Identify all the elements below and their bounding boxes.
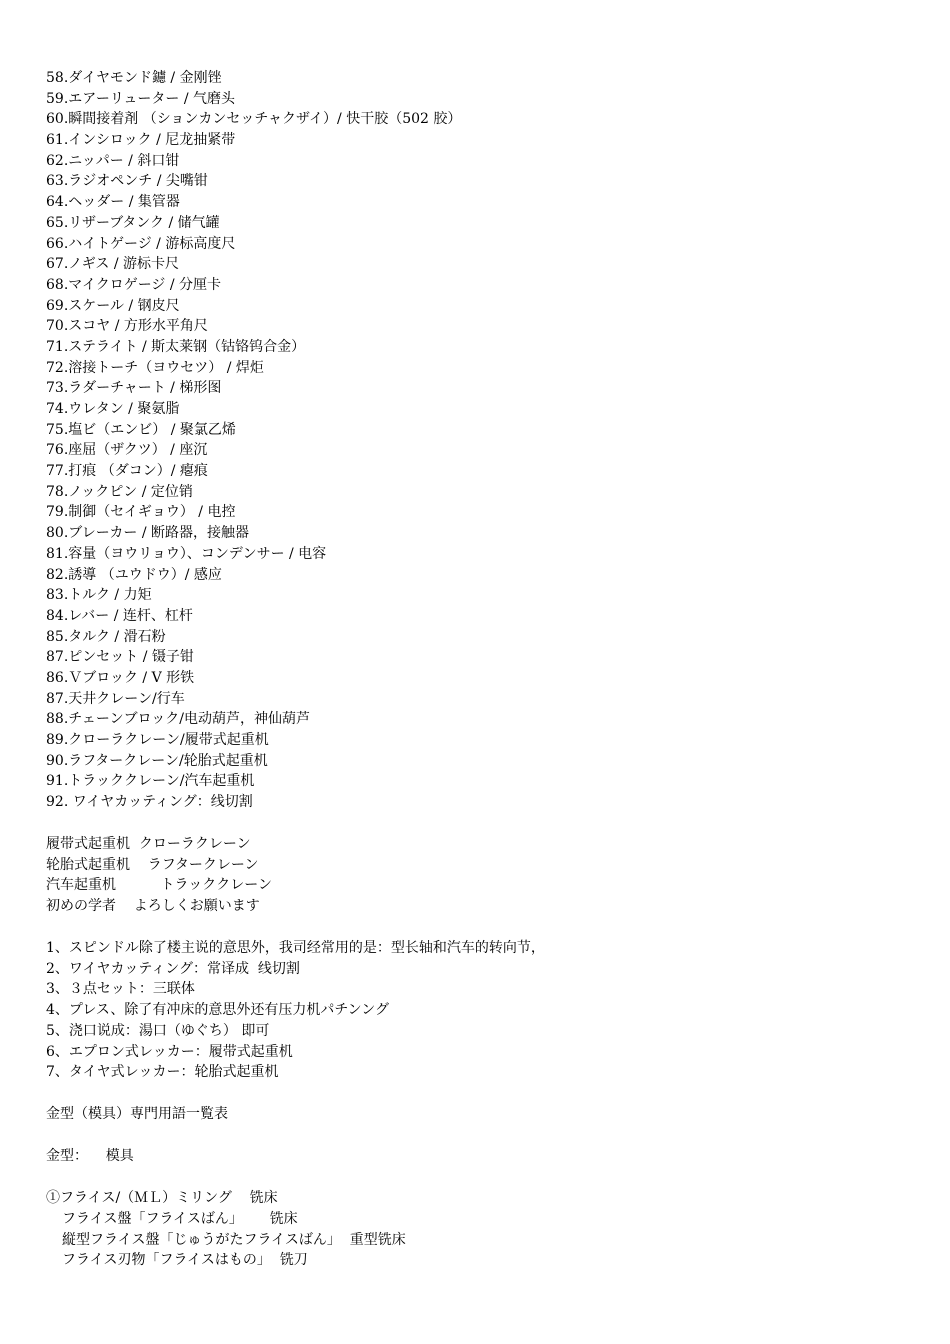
list-item: 85.タルク / 滑石粉 xyxy=(46,628,166,645)
list-item: 1、スピンドル除了楼主说的意思外，我司经常用的是：型长轴和汽车的转向节， xyxy=(46,940,545,957)
list-item: 91.トラッククレーン/汽车起重机 xyxy=(46,773,255,790)
list-item: 70.スコヤ / 方形水平角尺 xyxy=(46,318,208,335)
list-item: 59.エアーリューター / 气磨头 xyxy=(46,90,236,107)
list-item: 初めの学者 よろしくお願います xyxy=(46,898,260,915)
list-item: 汽车起重机 トラッククレーン xyxy=(46,877,272,894)
notes-list xyxy=(46,938,926,1083)
blank-line xyxy=(46,1167,926,1188)
list-item: 4、プレス、除了有冲床的意思外还有压力机パチンング xyxy=(46,1002,390,1019)
list-item: 69.スケール / 钢皮尺 xyxy=(46,297,180,314)
list-item: 61.インシロック / 尼龙抽紧带 xyxy=(46,132,236,149)
list-item: 5、浇口说成：湯口（ゆぐち） 即可 xyxy=(46,1022,270,1039)
section-title: 金型（模具）専門用語一覧表 xyxy=(46,1106,228,1123)
list-item: 75.塩ビ（エンビ） / 聚氯乙烯 xyxy=(46,421,236,438)
list-item: 62.ニッパー / 斜口钳 xyxy=(46,152,180,169)
milling-section xyxy=(46,1188,926,1271)
list-item: 65.リザーブタンク / 储气罐 xyxy=(46,214,220,231)
list-item: 72.溶接トーチ（ヨウセツ） / 焊炬 xyxy=(46,359,264,376)
list-item: 84.レバー / 连杆、杠杆 xyxy=(46,607,193,624)
list-item: 63.ラジオペンチ / 尖嘴钳 xyxy=(46,173,208,190)
list-item: 86.Ｖブロック / V 形铁 xyxy=(46,669,195,686)
list-item: 履带式起重机 クローラクレーン xyxy=(46,836,251,853)
list-item: 58.ダイヤモンド鑢 / 金刚锉 xyxy=(46,70,222,86)
list-item: 78.ノックピン / 定位销 xyxy=(46,483,193,500)
list-item: 67.ノギス / 游标卡尺 xyxy=(46,256,180,273)
list-item: 7、タイヤ式レッカー：轮胎式起重机 xyxy=(46,1064,279,1081)
list-item: フライス刃物「フライスはもの」 铣刀 xyxy=(62,1252,308,1269)
crane-term-table xyxy=(46,834,926,917)
list-item: 縦型フライス盤「じゅうがたフライスばん」 重型铣床 xyxy=(62,1231,406,1248)
list-item: 74.ウレタン / 聚氨脂 xyxy=(46,401,180,417)
list-item: 71.ステライト / 斯太莱钢（钴铬钨合金） xyxy=(46,338,306,355)
list-item: 83.トルク / 力矩 xyxy=(46,587,152,604)
blank-line xyxy=(46,1125,926,1146)
blank-line xyxy=(46,1083,926,1104)
document-page xyxy=(46,68,926,1271)
list-item: 81.容量（ヨウリョウ）、コンデンサー / 电容 xyxy=(46,545,327,562)
list-item: 73.ラダーチャート / 梯形图 xyxy=(46,380,222,397)
list-item: 66.ハイトゲージ / 游标高度尺 xyxy=(46,235,236,252)
blank-line xyxy=(46,917,926,938)
list-item: 76.座屈（ザクツ） / 座沉 xyxy=(46,442,208,459)
definition-line: 金型： 模具 xyxy=(46,1148,134,1165)
list-item: 92. ワイヤカッティング：线切割 xyxy=(46,794,253,811)
list-item: 64.ヘッダー / 集管器 xyxy=(46,194,180,211)
list-item: 79.制御（セイギョウ） / 电控 xyxy=(46,504,236,521)
list-item: 90.ラフタークレーン/轮胎式起重机 xyxy=(46,752,268,769)
list-item: 68.マイクロゲージ / 分厘卡 xyxy=(46,276,222,293)
milling-heading: ①フライス/（ＭＬ）ミリング 铣床 xyxy=(46,1190,278,1207)
list-item: 60.瞬間接着剤 （ションカンセッチャクザイ）/ 快干胶（502 胶） xyxy=(46,111,462,128)
blank-line xyxy=(46,813,926,834)
list-item: 轮胎式起重机 ラフタークレーン xyxy=(46,856,259,873)
list-item: 3、３点セット：三联体 xyxy=(46,981,195,998)
list-item: 87.天井クレーン/行车 xyxy=(46,690,185,707)
glossary-numbered-list xyxy=(46,68,926,813)
list-item: 77.打痕 （ダコン）/ 瘪痕 xyxy=(46,463,208,480)
list-item: フライス盤「フライスばん」 铣床 xyxy=(62,1210,298,1227)
list-item: 89.クローラクレーン/履带式起重机 xyxy=(46,732,269,748)
list-item: 2、ワイヤカッティング：常译成 线切割 xyxy=(46,960,300,977)
list-item: 87.ピンセット / 镊子钳 xyxy=(46,649,194,666)
list-item: 88.チェーンブロック/电动葫芦，神仙葫芦 xyxy=(46,711,311,728)
list-item: 80.ブレーカー / 断路器，接触器 xyxy=(46,525,250,542)
list-item: 82.誘導 （ユウドウ）/ 感应 xyxy=(46,566,222,583)
list-item: 6、エプロン式レッカー：履带式起重机 xyxy=(46,1043,293,1060)
